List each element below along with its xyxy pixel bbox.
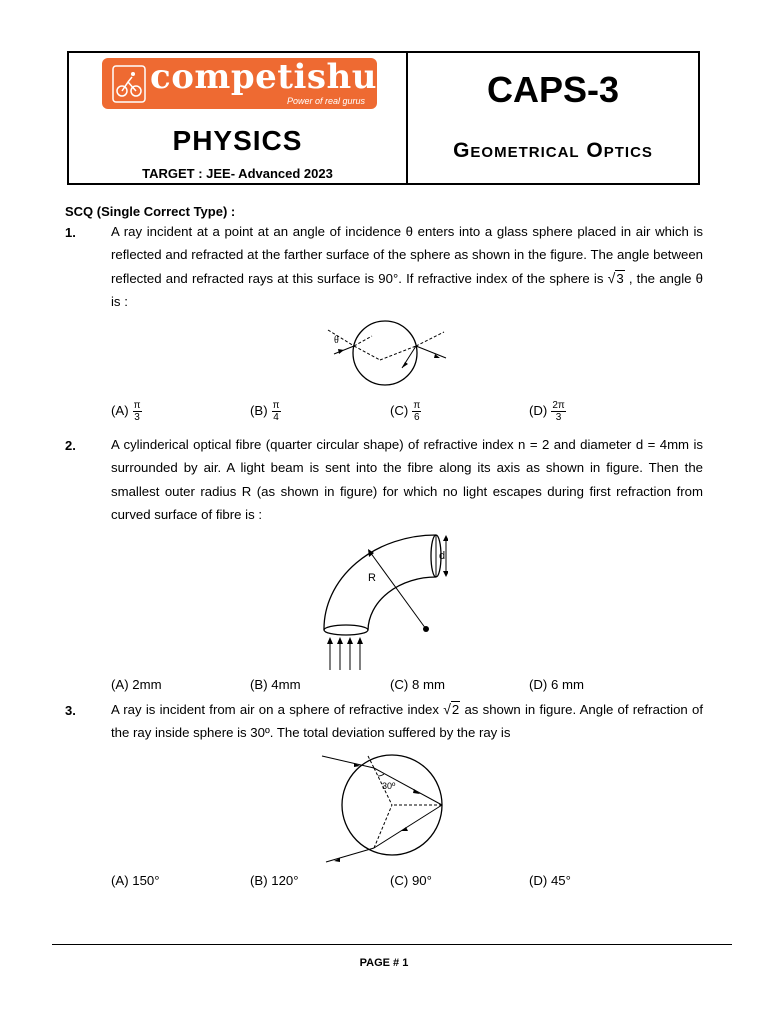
option-c[interactable]: (C) 8 mm bbox=[390, 677, 445, 692]
option-d[interactable]: (D) 45° bbox=[529, 873, 571, 888]
competishun-logo bbox=[102, 57, 403, 109]
fraction-numerator: π bbox=[413, 400, 421, 411]
logo-text: competishun bbox=[150, 57, 403, 97]
footer-divider bbox=[52, 944, 732, 945]
question-number: 3. bbox=[65, 703, 76, 718]
fraction-denominator: 4 bbox=[273, 412, 279, 423]
option-label: (B) bbox=[250, 402, 268, 418]
option-d[interactable] bbox=[529, 400, 566, 423]
fraction-denominator: 6 bbox=[413, 412, 420, 423]
sqrt-symbol: √3 bbox=[607, 269, 624, 286]
figure-sphere-deviation bbox=[318, 750, 448, 868]
question-text-part: A ray is incident from air on a sphere of refractive index bbox=[111, 702, 444, 717]
option-a[interactable] bbox=[111, 400, 142, 423]
question-text-part: , the angle θ is : bbox=[111, 270, 703, 309]
sqrt-symbol: √2 bbox=[443, 701, 460, 717]
option-fraction bbox=[412, 400, 421, 423]
figure-label-d: d bbox=[439, 550, 446, 562]
option-d[interactable]: (D) 6 mm bbox=[529, 677, 584, 692]
fraction-numerator: π bbox=[272, 400, 280, 411]
option-b[interactable]: (B) 4mm bbox=[250, 677, 301, 692]
sqrt-value: 3 bbox=[616, 270, 624, 286]
question-number: 2. bbox=[65, 438, 76, 453]
question-number: 1. bbox=[65, 225, 76, 240]
option-c[interactable] bbox=[390, 400, 421, 423]
option-a[interactable]: (A) 2mm bbox=[111, 677, 162, 692]
figure-optical-fibre bbox=[318, 525, 448, 670]
option-label: (C) bbox=[390, 402, 409, 418]
question-text bbox=[111, 698, 703, 745]
figure-glass-sphere bbox=[320, 318, 455, 388]
page-number: PAGE # 1 bbox=[359, 957, 409, 969]
question-text-part: A ray incident at a point at an angle of incidence θ enters into a glass sphere placed in air which is reflected and refracted at the farther surface of the sphere as shown in the figure. The angle between reflected and refracted rays at this surface is 90°. If refractive index of the sphere is bbox=[111, 224, 703, 286]
subject-title: PHYSICS bbox=[172, 125, 303, 156]
header-right bbox=[408, 53, 698, 183]
fraction-numerator: π bbox=[133, 400, 141, 411]
sqrt-value: 2 bbox=[451, 702, 460, 717]
fraction-numerator: 2π bbox=[552, 400, 565, 411]
question-text: A cylinderical optical fibre (quarter circular shape) of refractive index n = 2 and diameter d = 4mm is surrounded by air. A light beam is sent into the fibre along its axis as shown in figure. Then the smallest outer radius R (as shown in figure) for which no light escapes during first refraction from curved surface of fibre is : bbox=[111, 437, 703, 522]
figure-label-r: R bbox=[368, 572, 376, 584]
option-fraction bbox=[272, 400, 281, 423]
section-title: SCQ (Single Correct Type) : bbox=[65, 204, 236, 219]
cyclist-icon bbox=[112, 65, 146, 103]
logo-tagline: Power of real gurus bbox=[286, 96, 365, 106]
target-label: TARGET : JEE- Advanced 2023 bbox=[142, 166, 333, 181]
header-box bbox=[67, 51, 700, 185]
question-text-part: as shown in figure. Angle of refraction of the ray inside sphere is 30º. The total deviation suffered by the ray is bbox=[111, 702, 703, 741]
option-label: (A) bbox=[111, 402, 129, 418]
option-b[interactable]: (B) 120° bbox=[250, 873, 299, 888]
topic-title: Geometrical Optics bbox=[453, 139, 653, 162]
fraction-denominator: 3 bbox=[134, 412, 140, 423]
option-c[interactable]: (C) 90° bbox=[390, 873, 432, 888]
figure-label-angle: 30º bbox=[382, 781, 396, 791]
question-text bbox=[111, 220, 703, 313]
option-b[interactable] bbox=[250, 400, 281, 423]
fraction-denominator: 3 bbox=[555, 412, 562, 423]
option-fraction bbox=[551, 400, 565, 423]
option-fraction bbox=[133, 400, 142, 423]
option-label: (D) bbox=[529, 402, 548, 418]
caps-title: CAPS-3 bbox=[486, 69, 620, 110]
option-a[interactable]: (A) 150° bbox=[111, 873, 160, 888]
header-left bbox=[69, 53, 408, 183]
figure-label-theta: θ bbox=[334, 335, 339, 346]
